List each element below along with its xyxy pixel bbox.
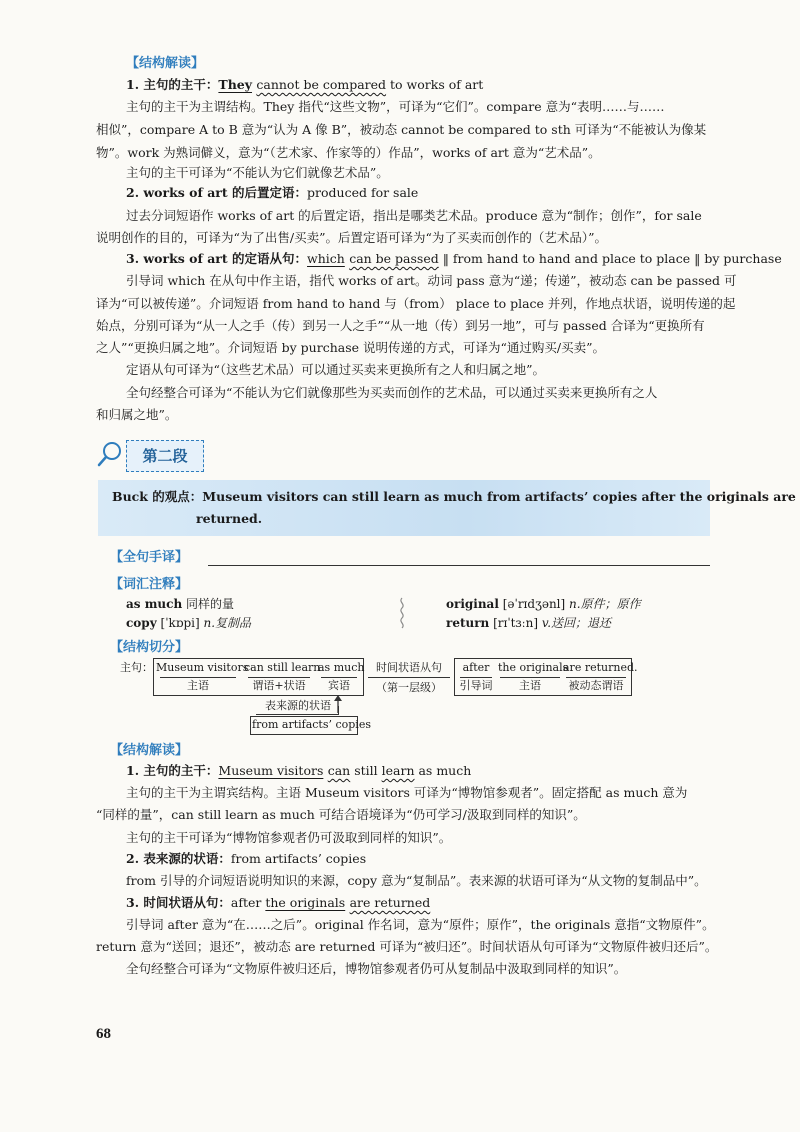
predicate-phrase: cannot be compared	[256, 77, 387, 92]
diagram-word: Museum visitors	[156, 661, 249, 674]
heading-label: 3. 时间状语从句：	[126, 895, 231, 910]
predicate-word: can	[327, 763, 351, 778]
heading-rest: from artifacts’ copies	[230, 851, 367, 866]
paragraph-line: 主句的主干可译为“不能认为它们就像艺术品”。	[126, 165, 389, 180]
diagram-word: can still learn	[244, 661, 321, 674]
paragraph-line: 主句的主干可译为“博物馆参观者仍可汲取到同样的知识”。	[126, 830, 452, 845]
heading-postpositive	[126, 183, 418, 203]
clause-level: （第一层级）	[376, 681, 442, 694]
paragraph-line: 引导词 after 意为“在……之后”。original 作名词，意为“原件；原作”，the originals 意指“文物原件”。	[126, 917, 715, 932]
vocab-item	[126, 595, 234, 613]
heading-label: 2. 表来源的状语：	[126, 851, 231, 866]
analysis-tag: 【结构解读】	[110, 743, 189, 758]
diagram-word: after	[462, 661, 490, 674]
heading-main-clause-2	[126, 761, 471, 781]
main-clause-label: 主句：	[120, 661, 153, 674]
vocab-item	[446, 614, 611, 632]
paragraph-line: return 意为“送回；退还”，被动态 are returned 可译为“被归还”。时间状语从句可译为“文物原件被归还后”。	[96, 939, 718, 954]
diagram-word: are returned.	[563, 661, 638, 674]
paragraph-line: 之人”“更换归属之地”。介词短语 by purchase 说明传递的方式，可译为“通过购买/买卖”。	[96, 340, 605, 355]
paragraph-line: 主句的主干为主谓宾结构。主语 Museum visitors 可译为“博物馆参观者”。固定搭配 as much 意为	[126, 785, 688, 800]
diagram-role: 被动态谓语	[568, 679, 624, 692]
subject-word: Museum visitors	[218, 763, 324, 778]
viewpoint-line-1	[112, 487, 796, 507]
diagram-role: 主语	[519, 679, 541, 692]
paragraph-line: “同样的量”，can still learn as much 可结合语境译为“仍可学习/汲取到同样的知识”。	[96, 807, 586, 822]
diagram-word: the originals	[498, 661, 569, 674]
subject-word: They	[218, 77, 253, 92]
vocab-word: copy	[126, 616, 157, 630]
paragraph-line: 定语从句可译为“（这些艺术品）可以通过买卖来更换所有之人和归属之地”。	[126, 362, 546, 377]
vocab-word: return	[446, 616, 490, 630]
heading-label: 3. works of art 的定语从句：	[126, 251, 308, 266]
vocab-def: 同样的量	[186, 597, 235, 611]
page-number: 68	[96, 1026, 111, 1042]
paragraph-line: 全句经整合可译为“不能认为它们就像那些为买卖而创作的艺术品，可以通过买卖来更换所有之人	[126, 385, 658, 400]
vocab-phonetic: [rɪˈtɜːn]	[493, 616, 539, 630]
heading-conj: after	[230, 895, 266, 910]
magnifier-icon	[96, 440, 124, 468]
paragraph-line: 相似”，compare A to B 意为“认为 A 像 B”，被动态 cannot be compared to sth 可译为“不能被认为像某	[96, 122, 707, 137]
paragraph-line: 主句的主干为主谓结构。They 指代“这些文物”，可译为“它们”。compare 意为“表明……与……	[126, 99, 665, 114]
source-phrase: from artifacts’ copies	[252, 718, 371, 731]
spiral-binding-icon	[396, 596, 408, 632]
vocab-phonetic: [əˈrɪdʒənl]	[502, 597, 566, 611]
paragraph-line: 和归属之地”。	[96, 407, 178, 422]
translate-tag: 【全句手译】	[110, 550, 189, 565]
section-title: 第二段	[142, 447, 188, 465]
vocab-item	[126, 614, 251, 632]
paragraph-line: 译为“可以被传递”。介词短语 from hand to hand 与（from） place to place 并列，作地点状语，说明传递的起	[96, 296, 736, 311]
predicate-phrase: are returned	[349, 895, 431, 910]
vocab-word: original	[446, 597, 499, 611]
diagram-word: as much	[318, 661, 365, 674]
heading-number: 1. 主句的主干：	[126, 763, 219, 778]
viewpoint-line-2: returned.	[196, 511, 263, 526]
viewpoint-text: Museum visitors can still learn as much from artifacts’ copies after the originals are	[202, 489, 796, 504]
vocab-item	[446, 595, 641, 613]
paragraph-line: 引导词 which 在从句中作主语，指代 works of art。动词 pass 意为“递；传递”，被动态 can be passed 可	[126, 273, 737, 288]
heading-rest: to works of art	[386, 77, 484, 92]
paragraph-line: 说明创作的目的，可译为“为了出售/买卖”。后置定语可译为“为了买卖而创作的（艺术品）”。	[96, 230, 608, 245]
heading-main-clause	[126, 75, 483, 95]
section-title-box	[126, 440, 204, 472]
heading-label: 2. works of art 的后置定语：	[126, 185, 308, 200]
heading-rest: as much	[414, 763, 472, 778]
viewpoint-label: Buck 的观点：	[112, 489, 203, 504]
heading-rest: ‖ from hand to hand and place to place ‖ by purchase	[438, 251, 782, 266]
source-adverbial-label: 表来源的状语	[265, 699, 331, 712]
diagram-role: 主语	[187, 679, 209, 692]
heading-rest: produced for sale	[307, 185, 419, 200]
vocab-word: as much	[126, 597, 183, 611]
paragraph-line: 过去分词短语作 works of art 的后置定语，指出是哪类艺术品。produce 意为“制作；创作”，for sale	[126, 208, 702, 223]
vocab-tag: 【词汇注释】	[110, 577, 189, 592]
structure-analysis-tag: 【结构解读】	[126, 56, 205, 71]
diagram-role: 宾语	[328, 679, 350, 692]
heading-source-adverbial	[126, 849, 366, 869]
diagram-role: 引导词	[459, 679, 493, 692]
clause-label: 时间状语从句	[376, 661, 442, 674]
paragraph-line: 物”。work 为熟词僻义，意为“（艺术家、作家等的）作品”，works of art 意为“艺术品”。	[96, 145, 601, 160]
vocab-def: n.原件；原作	[569, 597, 641, 611]
translation-blank-line[interactable]	[208, 565, 710, 566]
subject-word: the originals	[265, 895, 346, 910]
heading-mid: still	[350, 763, 382, 778]
diagram-role: 谓语+状语	[252, 679, 306, 692]
heading-attributive-clause	[126, 249, 782, 269]
paragraph-line: 全句经整合可译为“文物原件被归还后，博物馆参观者仍可从复制品中汲取到同样的知识”。	[126, 961, 627, 976]
subject-word: which	[307, 251, 345, 266]
vocab-def: v.送回；退还	[541, 616, 612, 630]
vocab-def: n.复制品	[203, 616, 252, 630]
vocab-phonetic: [ˈkɒpi]	[160, 616, 200, 630]
predicate-word: learn	[381, 763, 415, 778]
heading-number: 1. 主句的主干：	[126, 77, 219, 92]
predicate-phrase: can be passed	[349, 251, 439, 266]
heading-time-clause	[126, 893, 430, 913]
paragraph-line: from 引导的介词短语说明知识的来源，copy 意为“复制品”。表来源的状语可译为“从文物的复制品中”。	[126, 873, 707, 888]
split-tag: 【结构切分】	[110, 640, 189, 655]
paragraph-line: 始点，分别可译为“从一人之手（传）到另一人之手”“从一地（传）到另一地”，可与 passed 合译为“更换所有	[96, 318, 705, 333]
